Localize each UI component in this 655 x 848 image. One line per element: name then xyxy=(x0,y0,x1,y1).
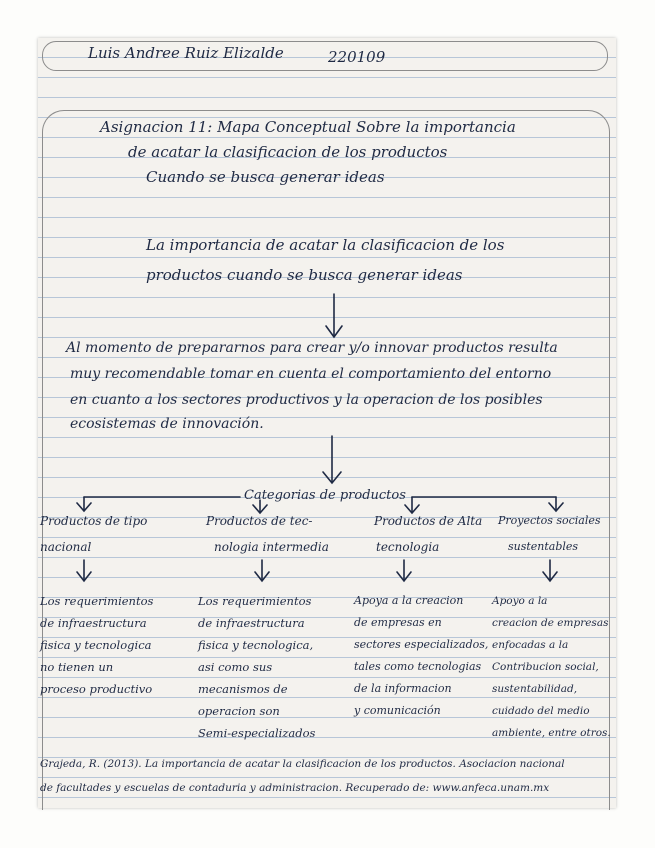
main-concept-line1: La importancia de acatar la clasificacion de los xyxy=(146,236,505,254)
category-1-desc-line: proceso productivo xyxy=(40,682,153,696)
intro-line4: ecosistemas de innovación. xyxy=(70,416,264,432)
category-4-title-line2: sustentables xyxy=(508,540,579,553)
category-3-desc-line: sectores especializados, xyxy=(354,638,489,651)
category-2-title-line1: Productos de tec- xyxy=(206,514,313,528)
category-1-desc-line: Los requerimientos xyxy=(40,594,154,608)
reference-line2: de facultades y escuelas de contaduria y administracion. Recuperado de: www.anfeca.unam.mx xyxy=(40,782,550,794)
assignment-title-line1: Asignacion 11: Mapa Conceptual Sobre la importancia xyxy=(100,118,516,136)
author-name: Luis Andree Ruiz Elizalde xyxy=(88,44,284,62)
category-2-desc-line: asi como sus xyxy=(198,660,273,674)
category-1-desc-line: de infraestructura xyxy=(40,616,147,630)
category-3-title-line1: Productos de Alta xyxy=(374,514,483,528)
category-1-title-line2: nacional xyxy=(40,540,92,554)
intro-line2: muy recomendable tomar en cuenta el comportamiento del entorno xyxy=(70,366,552,382)
category-3-title-line2: tecnologia xyxy=(376,540,440,554)
reference-line1: Grajeda, R. (2013). La importancia de acatar la clasificacion de los productos. Asociacion nacional xyxy=(40,758,565,770)
categories-label: Categorias de productos xyxy=(244,488,406,503)
category-3-desc-line: y comunicación xyxy=(354,704,441,717)
category-2-desc-line: Los requerimientos xyxy=(198,594,312,608)
category-4-desc-line: enfocadas a la xyxy=(492,639,569,651)
category-4-desc-line: Apoyo a la xyxy=(492,595,548,607)
category-1-desc-line: fisica y tecnologica xyxy=(40,638,152,652)
category-2-desc-line: Semi-especializados xyxy=(198,726,316,740)
main-concept-line2: productos cuando se busca generar ideas xyxy=(146,266,463,284)
category-4-desc-line: sustentabilidad, xyxy=(492,683,578,695)
category-4-desc-line: Contribucion social, xyxy=(492,661,599,673)
student-id: 220109 xyxy=(328,48,386,66)
category-1-title-line1: Productos de tipo xyxy=(40,514,148,528)
category-3-desc-line: de empresas en xyxy=(354,616,442,629)
intro-line3: en cuanto a los sectores productivos y la operacion de los posibles xyxy=(70,392,543,408)
category-3-desc-line: tales como tecnologias xyxy=(354,660,482,673)
category-1-desc-line: no tienen un xyxy=(40,660,114,674)
category-4-desc-line: ambiente, entre otros. xyxy=(492,727,611,739)
category-3-desc-line: Apoya a la creacion xyxy=(354,594,464,607)
category-2-desc-line: fisica y tecnologica, xyxy=(198,638,314,652)
intro-line1: Al momento de prepararnos para crear y/o innovar productos resulta xyxy=(66,340,558,356)
category-4-desc-line: creacion de empresas xyxy=(492,617,609,629)
assignment-title-line2: de acatar la clasificacion de los productos xyxy=(128,143,448,161)
category-4-desc-line: cuidado del medio xyxy=(492,705,590,717)
category-2-desc-line: operacion son xyxy=(198,704,280,718)
category-2-desc-line: mecanismos de xyxy=(198,682,288,696)
category-4-title-line1: Proyectos sociales xyxy=(498,514,601,527)
category-3-desc-line: de la informacion xyxy=(354,682,452,695)
category-2-title-line2: nologia intermedia xyxy=(214,540,329,554)
assignment-title-line3: Cuando se busca generar ideas xyxy=(146,168,385,186)
category-2-desc-line: de infraestructura xyxy=(198,616,305,630)
